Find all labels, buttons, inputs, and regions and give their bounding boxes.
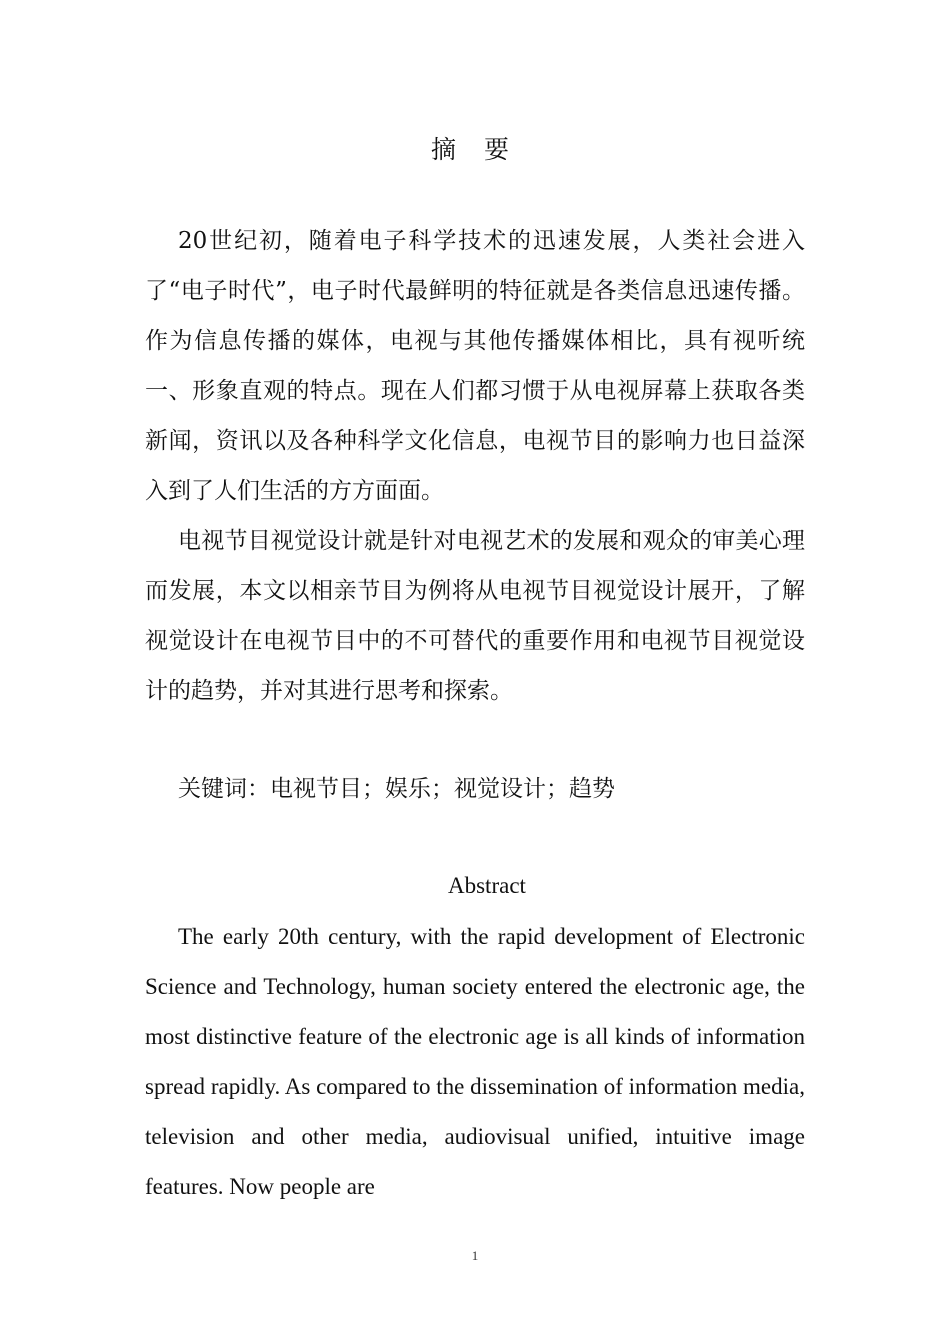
page-number: 1	[471, 1248, 479, 1263]
chinese-abstract-title: 摘 要	[431, 135, 519, 164]
english-abstract-title: Abstract	[448, 873, 526, 898]
chinese-paragraph-2: 电视节目视觉设计就是针对电视艺术的发展和观众的审美心理而发展，本文以相亲节目为例将从电视节目视觉设计展开，了解视觉设计在电视节目中的不可替代的重要作用和电视节目视觉设计的趋势，并对其进行思考和探索。	[145, 528, 805, 704]
chinese-abstract-body	[145, 216, 805, 716]
english-abstract-body	[145, 912, 805, 1212]
english-paragraph-1: The early 20th century, with the rapid development of Electronic Science and Technology, human society entered the electronic age, the most distinctive feature of the electronic age is all kinds of information spread rapidly. As compared to the dissemination of information media, television and other media, audiovisual unified, intuitive image features. Now people are	[145, 924, 805, 1199]
keywords-line: 关键词：电视节目；娱乐；视觉设计；趋势	[178, 776, 615, 802]
chinese-paragraph-1: 20世纪初，随着电子科学技术的迅速发展，人类社会进入了“电子时代”，电子时代最鲜明的特征就是各类信息迅速传播。作为信息传播的媒体，电视与其他传播媒体相比，具有视听统一、形象直观的特点。现在人们都习惯于从电视屏幕上获取各类新闻，资讯以及各种科学文化信息，电视节目的影响力也日益深入到了人们生活的方方面面。	[145, 228, 805, 504]
